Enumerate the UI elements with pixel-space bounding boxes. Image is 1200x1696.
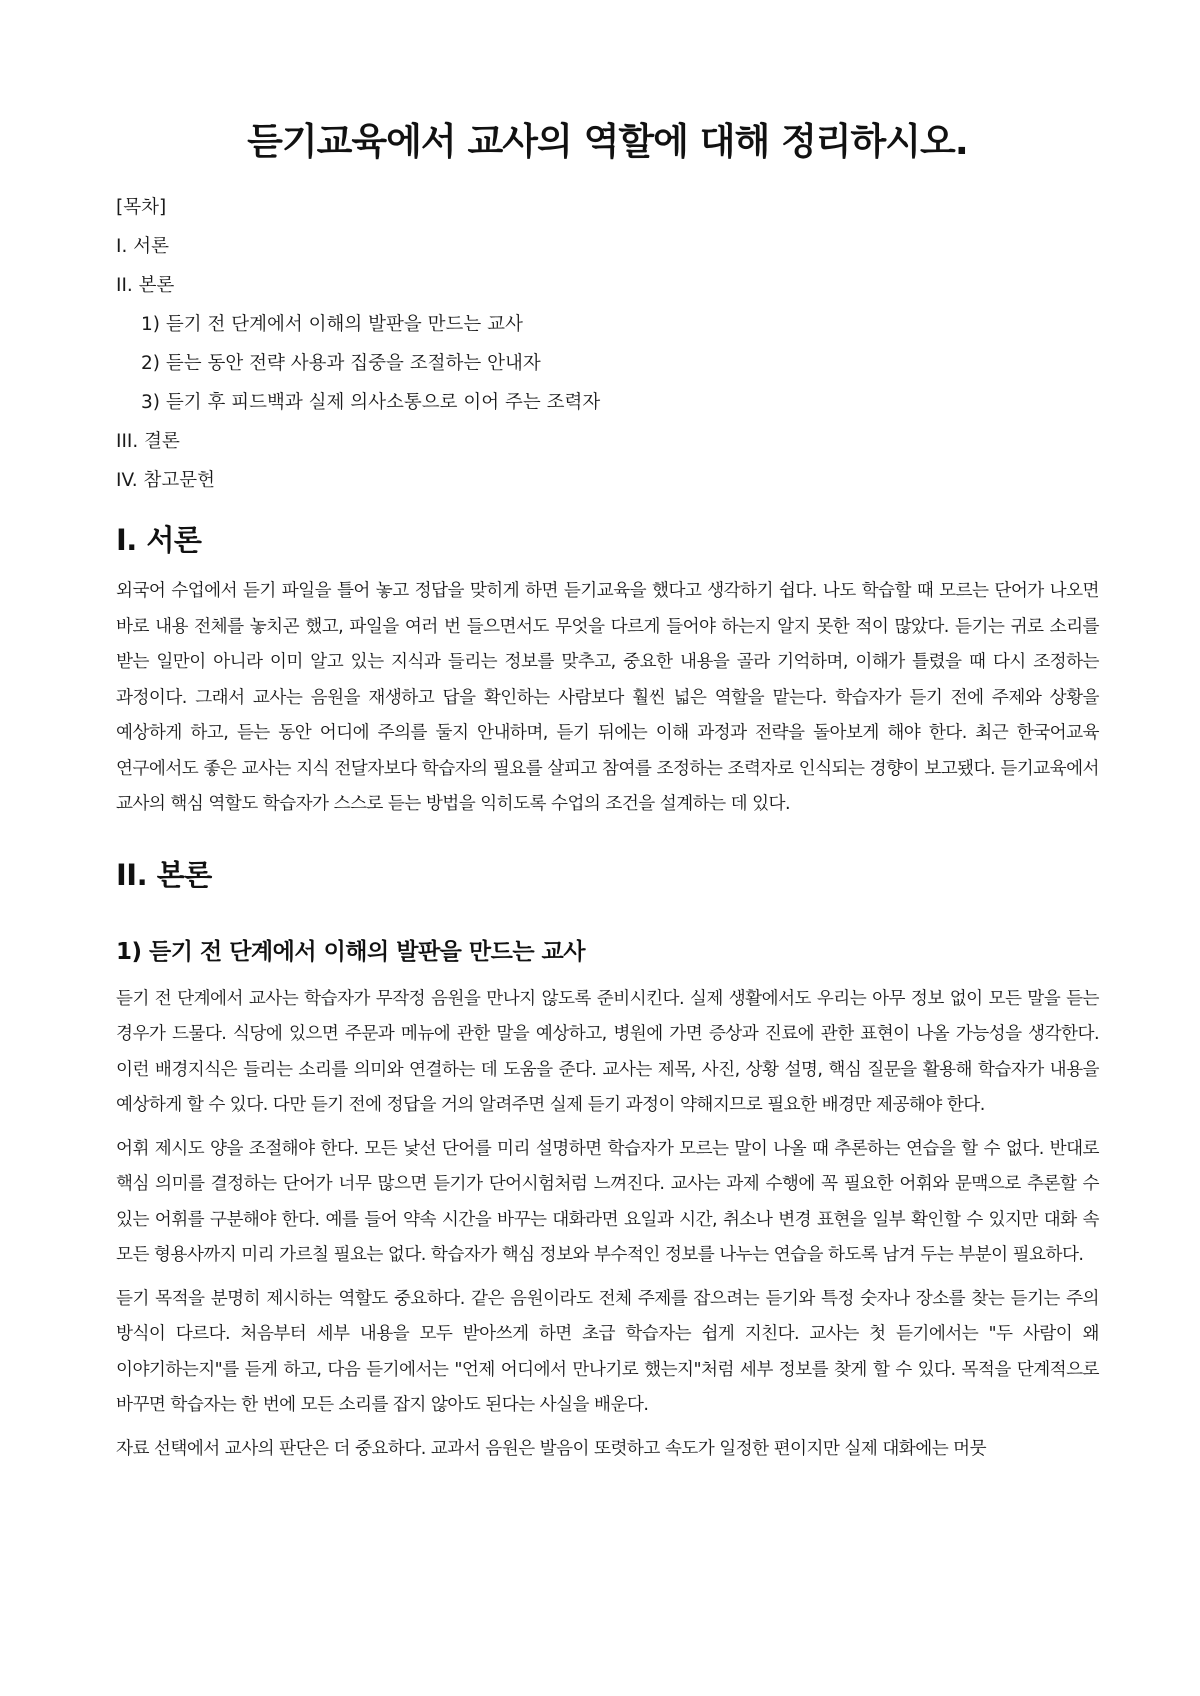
- section-1-paragraph-1: 듣기 전 단계에서 교사는 학습자가 무작정 음원을 만나지 않도록 준비시킨다. 실제 생활에서도 우리는 아무 정보 없이 모든 말을 듣는 경우가 드물다. 식당에 있으면 주문과 메뉴에 관한 말을 예상하고, 병원에 가면 증상과 진료에 관한 표현이 나올 가능성을 생각한다. 이런 배경지식은 들리는 소리를 의미와 연결하는 데 도움을 준다. 교사는 제목, 사진, 상황 설명, 핵심 질문을 활용해 학습자가 내용을 예상하게 할 수 있다. 다만 듣기 전에 정답을 거의 알려주면 실제 듣기 과정이 약해지므로 필요한 배경만 제공해야 한다.: [116, 988, 1099, 1115]
- intro-heading: I. 서론: [116, 523, 202, 557]
- document-title: 듣기교육에서 교사의 역할에 대해 정리하시오.: [247, 120, 968, 163]
- body-heading: II. 본론: [116, 857, 212, 892]
- toc-item-body-2: 2) 듣는 동안 전략 사용과 집중을 조절하는 안내자: [141, 353, 541, 374]
- toc-item-conclusion: III. 결론: [116, 431, 180, 452]
- intro-paragraph: 외국어 수업에서 듣기 파일을 틀어 놓고 정답을 맞히게 하면 듣기교육을 했다고 생각하기 쉽다. 나도 학습할 때 모르는 단어가 나오면 바로 내용 전체를 놓치곤 했고, 파일을 여러 번 들으면서도 무엇을 다르게 들어야 하는지 알지 못한 적이 많았다. 듣기는 귀로 소리를 받는 일만이 아니라 이미 알고 있는 지식과 들리는 정보를 맞추고, 중요한 내용을 골라 기억하며, 이해가 틀렸을 때 다시 조정하는 과정이다. 그래서 교사는 음원을 재생하고 답을 확인하는 사람보다 훨씬 넓은 역할을 맡는다. 학습자가 듣기 전에 주제와 상황을 예상하게 하고, 듣는 동안 어디에 주의를 둘지 안내하며, 듣기 뒤에는 이해 과정과 전략을 돌아보게 해야 한다. 최근 한국어교육 연구에서도 좋은 교사는 지식 전달자보다 학습자의 필요를 살피고 참여를 조정하는 조력자로 인식되는 경향이 보고됐다. 듣기교육에서 교사의 핵심 역할도 학습자가 스스로 듣는 방법을 익히도록 수업의 조건을 설계하는 데 있다.: [116, 581, 1099, 814]
- toc-item-references: IV. 참고문헌: [116, 470, 215, 491]
- toc-heading: [목차]: [116, 197, 167, 218]
- table-of-contents: [116, 188, 1099, 500]
- section-1-paragraph-3: 듣기 목적을 분명히 제시하는 역할도 중요하다. 같은 음원이라도 전체 주제를 잡으려는 듣기와 특정 숫자나 장소를 찾는 듣기는 주의 방식이 다르다. 처음부터 세부 내용을 모두 받아쓰게 하면 초급 학습자는 쉽게 지친다. 교사는 첫 듣기에서는 "두 사람이 왜 이야기하는지"를 듣게 하고, 다음 듣기에서는 "언제 어디에서 만나기로 했는지"처럼 세부 정보를 찾게 할 수 있다. 목적을 단계적으로 바꾸면 학습자는 한 번에 모든 소리를 잡지 않아도 된다는 사실을 배운다.: [116, 1288, 1099, 1415]
- toc-item-body-1: 1) 듣기 전 단계에서 이해의 발판을 만드는 교사: [141, 314, 523, 335]
- toc-item-intro: I. 서론: [116, 236, 169, 257]
- section-1-heading: 1) 듣기 전 단계에서 이해의 발판을 만드는 교사: [116, 938, 585, 965]
- toc-item-body-3: 3) 듣기 후 피드백과 실제 의사소통으로 이어 주는 조력자: [141, 392, 601, 413]
- section-1-paragraph-2: 어휘 제시도 양을 조절해야 한다. 모든 낯선 단어를 미리 설명하면 학습자가 모르는 말이 나올 때 추론하는 연습을 할 수 없다. 반대로 핵심 의미를 결정하는 단어가 너무 많으면 듣기가 단어시험처럼 느껴진다. 교사는 과제 수행에 꼭 필요한 어휘와 문맥으로 추론할 수 있는 어휘를 구분해야 한다. 예를 들어 약속 시간을 바꾸는 대화라면 요일과 시간, 취소나 변경 표현을 일부 확인할 수 있지만 대화 속 모든 형용사까지 미리 가르칠 필요는 없다. 학습자가 핵심 정보와 부수적인 정보를 나누는 연습을 하도록 남겨 두는 부분이 필요하다.: [116, 1138, 1099, 1265]
- section-1-paragraph-4: 자료 선택에서 교사의 판단은 더 중요하다. 교과서 음원은 발음이 또렷하고 속도가 일정한 편이지만 실제 대화에는 머뭇: [116, 1438, 987, 1459]
- document-page: [116, 0, 1099, 1467]
- toc-item-body: II. 본론: [116, 275, 175, 296]
